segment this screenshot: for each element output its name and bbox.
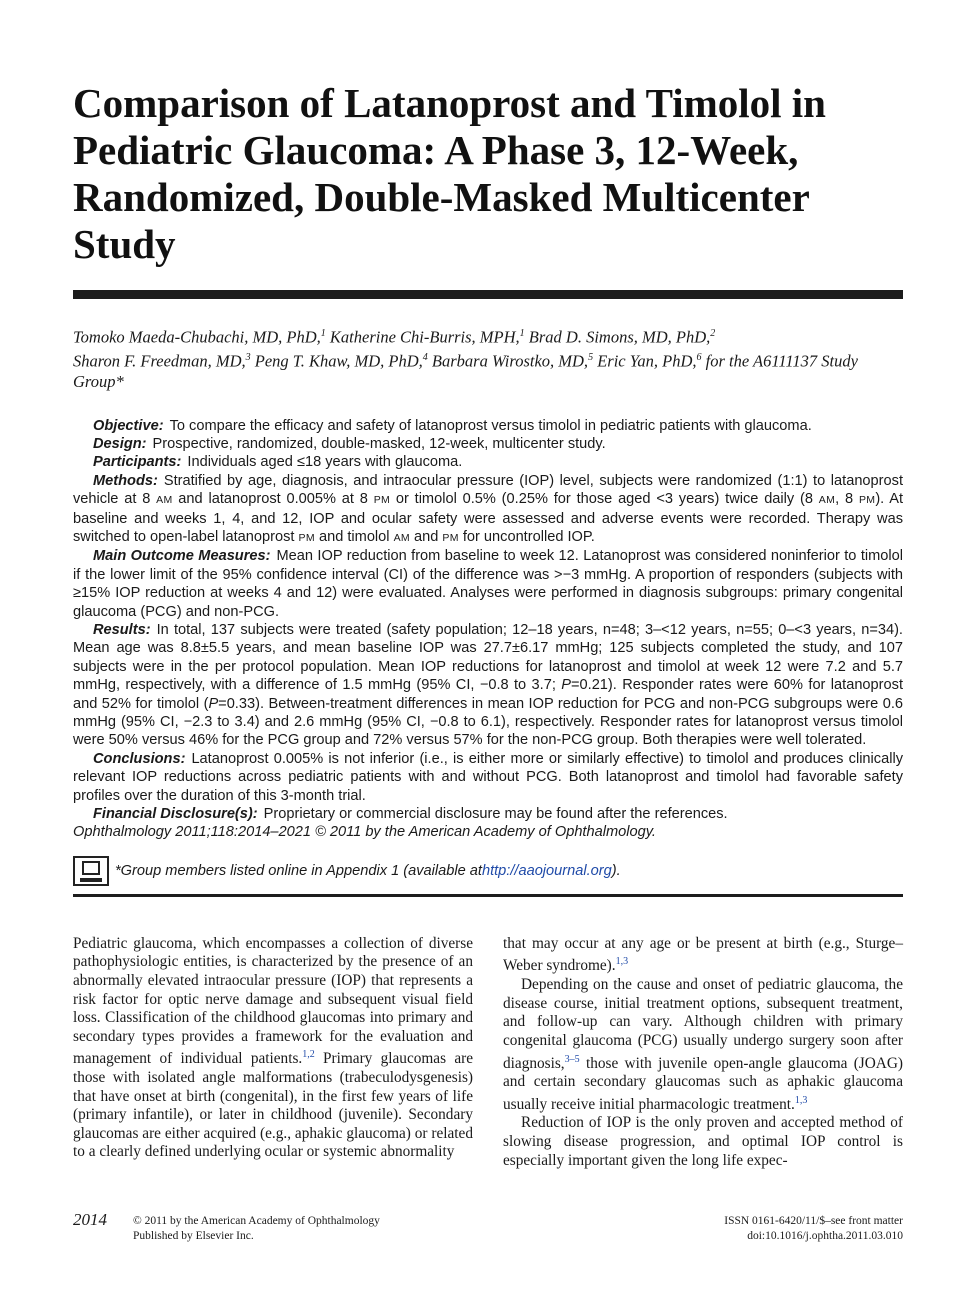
supplement-note: *Group members listed online in Appendix 1 (available at http://aaojournal.org ).	[73, 856, 903, 886]
author: Katherine Chi-Burris, MPH,	[329, 327, 520, 347]
reference-link[interactable]: 1,3	[615, 956, 629, 968]
author-affiliation: 1	[320, 328, 326, 339]
footer-identifiers	[724, 1214, 903, 1244]
abstract-methods: Methods: Stratified by age, diagnosis, and intraocular pressure (IOP) level, subjects were randomized (1:1) to latanoprost vehicle at 8 AM and latanoprost 0.005% at 8 PM or timolol 0.5% (0.25% for those aged <3 years) twice daily (8 AM, 8 PM). At baseline and weeks 1, 4, and 12, IOP and ocular safety were assessed and adverse events were recorded. Therapy was switched to open-label latanoprost PM and timolol AM and PM for uncontrolled IOP.	[73, 472, 904, 545]
article-page	[73, 80, 903, 1170]
author: Sharon F. Freedman, MD,	[73, 351, 246, 371]
author-affiliation: 5	[588, 352, 594, 363]
section-label: Conclusions:	[93, 750, 186, 767]
abstract	[73, 417, 903, 842]
page-number: 2014	[73, 1210, 107, 1229]
author-list	[73, 324, 903, 393]
abstract-design: Design: Prospective, randomized, double-masked, 12-week, multicenter study.	[93, 435, 606, 452]
title-rule	[73, 290, 903, 299]
section-label: Main Outcome Measures:	[93, 548, 271, 565]
author: Eric Yan, PhD,	[597, 351, 697, 371]
author-affiliation: 3	[245, 352, 251, 363]
article-title: Comparison of Latanoprost and Timolol in Pediatric Glaucoma: A Phase 3, 12-Week, Randomized, Double-Masked Multicenter Study	[73, 80, 826, 267]
abstract-disclosure: Financial Disclosure(s): Proprietary or commercial disclosure may be found after the references.	[93, 806, 728, 823]
footer-copyright: © 2011 by the American Academy of Ophthalmology Published by Elsevier Inc.	[133, 1215, 380, 1242]
computer-icon	[73, 856, 109, 886]
section-label: Participants:	[93, 454, 182, 471]
author-affiliation: 4	[422, 352, 428, 363]
body-paragraph: Reduction of IOP is the only proven and accepted method of slowing disease progression, and optimal IOP control is especially important given the long life expec-	[503, 1114, 903, 1169]
body-paragraph: that may occur at any age or be present at birth (e.g., Sturge–Weber syndrome).$^{1,3}$	[503, 934, 903, 975]
reference-link[interactable]: 1,2	[302, 1049, 315, 1061]
abstract-outcome-measures: Main Outcome Measures: Mean IOP reduction from baseline to week 12. Latanoprost was considered noninferior to timolol if the lower limit of the 95% confidence interval (CI) of the difference was >−3 mmHg. A proportion of responders (subjects with ≥15% IOP reduction at weeks 4 and 12) were evaluated. Analyses were performed in diagnosis subgroups: primary congenital glaucoma (PCG) and non-PCG.	[73, 548, 903, 620]
abstract-conclusions: Conclusions: Latanoprost 0.005% is not inferior (i.e., is either more or similarly effective) to timolol and produces clinically relevant IOP reductions across pediatric patients with and without PCG. Both latanoprost and timolol had favorable safety profiles over the duration of this 3-month trial.	[73, 750, 903, 804]
body-paragraph: Pediatric glaucoma, which encompasses a collection of diverse pathophysiologic entities, is characterized by the presence of an abnormally elevated intraocular pressure (IOP) that represents a risk factor for optic nerve damage and subsequent visual field loss. Classification of the childhood glaucomas into primary and secondary types provides a framework for the evaluation and management of individual patients.$^{1,2}$ Primary glaucomas are those with isolated angle malformations (trabeculodysgenesis) that have onset at birth (congenital), in the first few years of life (primary infantile), or later in childhood (juvenile). Secondary glaucomas are either acquired (e.g., aphakic glaucoma) or related to a clearly defined underlying ocular or systemic abnormality	[73, 934, 473, 1161]
author: Tomoko Maeda-Chubachi, MD, PhD,	[73, 327, 321, 347]
abstract-participants: Participants: Individuals aged ≤18 years with glaucoma.	[93, 454, 463, 471]
abstract-objective: Objective: To compare the efficacy and safety of latanoprost versus timolol in pediatric patients with glaucoma.	[93, 417, 812, 434]
section-rule	[73, 894, 903, 897]
section-label: Objective:	[93, 417, 164, 434]
author-affiliation: 6	[696, 352, 702, 363]
body-column-left	[73, 935, 473, 1170]
section-label: Design:	[93, 435, 147, 452]
aaojournal-link[interactable]: http://aaojournal.org	[481, 862, 612, 879]
issn: ISSN 0161-6420/11/$–see front matter	[724, 1215, 903, 1227]
section-label: Financial Disclosure(s):	[93, 806, 258, 823]
doi: doi:10.1016/j.ophtha.2011.03.010	[747, 1230, 903, 1242]
author: Brad D. Simons, MD, PhD,	[528, 327, 711, 347]
reference-link[interactable]: 1,3	[794, 1094, 808, 1106]
study-group: for the A6111137 Study Group*	[73, 351, 858, 391]
author-affiliation: 1	[519, 328, 525, 339]
reference-link[interactable]: 3–5	[564, 1053, 580, 1065]
body-columns	[73, 935, 903, 1170]
section-label: Results:	[93, 621, 151, 638]
body-column-right	[503, 935, 903, 1170]
abstract-results: Results: In total, 137 subjects were treated (safety population; 12–18 years, n=48; 3–<12 years, n=55; 0–<3 years, n=34). Mean age was 8.8±5.5 years, and mean baseline IOP was 27.7±6.17 mmHg; 125 subjects completed the study, and 107 subjects were in the per protocol population. Mean IOP reductions for latanoprost and timolol at week 12 were 7.2 and 5.7 mmHg, respectively, with a difference of 1.5 mmHg (95% CI, −0.8 to 3.7; P=0.21). Responder rates were 60% for latanoprost and 52% for timolol (P=0.33). Between-treatment differences in mean IOP reduction for PCG and non-PCG subgroups were 0.6 mmHg (95% CI, −2.3 to 3.4) and 2.6 mmHg (95% CI, −0.8 to 6.1), respectively. Responder rates for latanoprost versus timolol were 50% versus 46% for the PCG group and 72% versus 57% for the non-PCG group. Both therapies were well tolerated.	[73, 621, 903, 749]
author: Peng T. Khaw, MD, PhD,	[254, 351, 423, 371]
author: Barbara Wirostko, MD,	[431, 351, 589, 371]
journal-citation: Ophthalmology 2011;118:2014–2021 © 2011 by the American Academy of Ophthalmology.	[73, 824, 656, 841]
section-label: Methods:	[93, 472, 158, 489]
author-affiliation: 2	[710, 328, 716, 339]
body-paragraph: Depending on the cause and onset of pediatric glaucoma, the disease course, initial treatment options, subsequent treatment, and follow-up can vary. Although children with primary congenital glaucoma (PCG) usually undergo surgery soon after diagnosis,$^{3-5}$ those with juvenile open-angle glaucoma (JOAG) and certain secondary glaucomas such as aphakic glaucoma usually receive initial pharmacologic treatment.$^{1,3}$	[503, 976, 903, 1113]
